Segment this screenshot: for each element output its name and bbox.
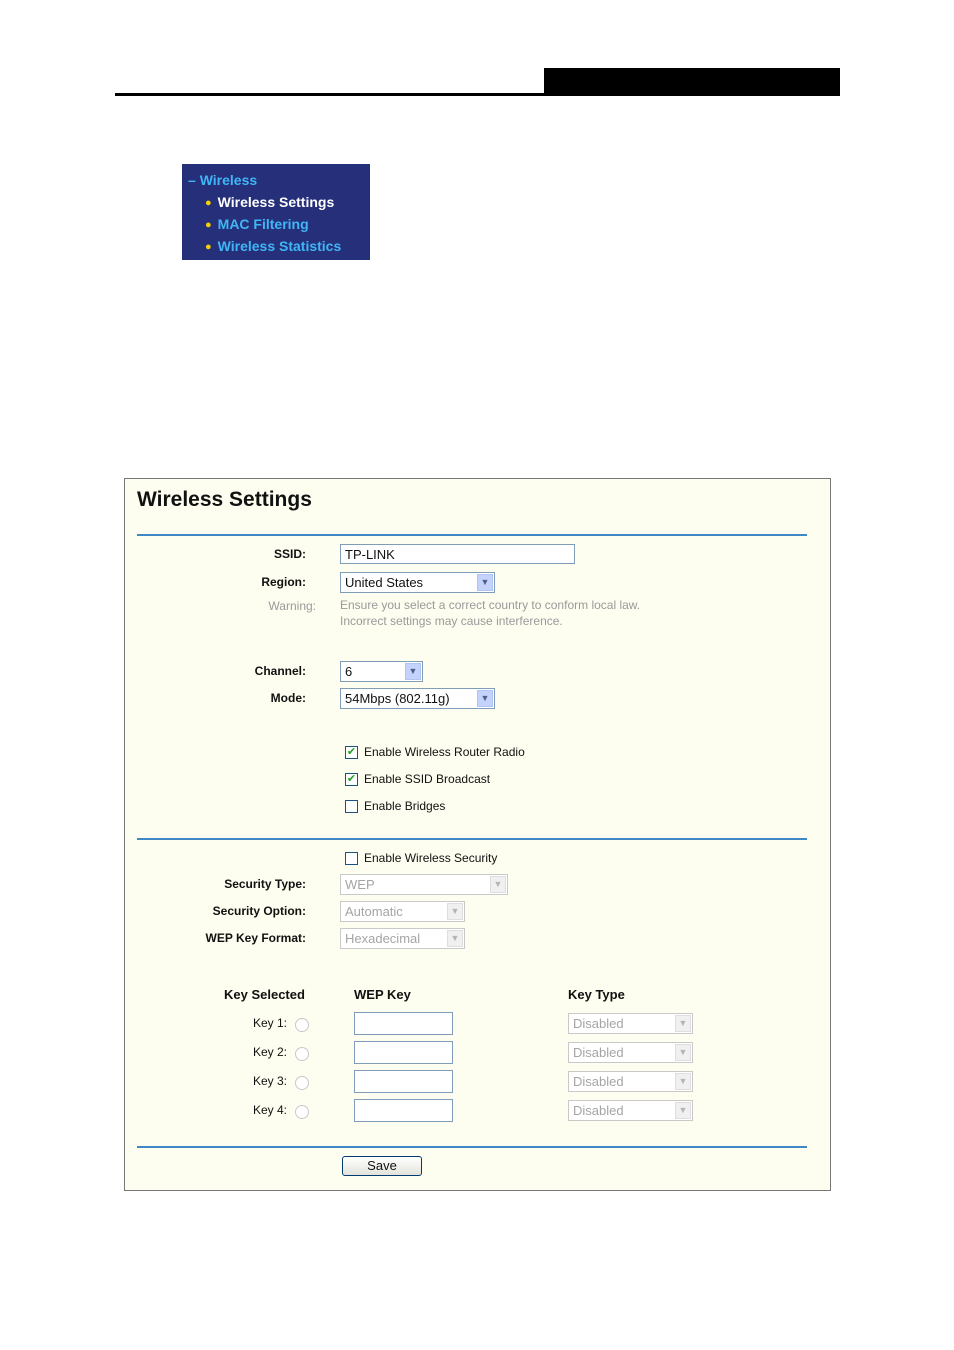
enable-radio-checkbox[interactable]: ✔ [346, 746, 357, 758]
ssid-label: SSID: [273, 547, 306, 561]
enable-bridges-label: Enable Bridges [364, 799, 446, 813]
mode-value: 54Mbps (802.11g) [345, 691, 450, 706]
separator [137, 534, 807, 536]
key-3-type-select[interactable] [568, 1071, 693, 1092]
key-4-label: Key 4: [253, 1103, 288, 1117]
key-4-input[interactable] [354, 1099, 453, 1122]
security-type-label: Security Type: [224, 877, 306, 891]
chevron-down-icon: ▼ [675, 1015, 691, 1032]
security-option-label: Security Option: [212, 904, 306, 918]
ssid-input[interactable] [340, 544, 575, 564]
channel-select[interactable] [340, 661, 423, 682]
warning-text [340, 597, 640, 629]
menu-parent-wireless[interactable] [188, 172, 257, 188]
key-type-header: Key Type [568, 987, 625, 1002]
security-type-select[interactable] [340, 874, 508, 895]
region-select[interactable] [340, 572, 495, 593]
security-option-select[interactable] [340, 901, 465, 922]
security-option-value: Automatic [345, 904, 403, 919]
key-1-input[interactable] [354, 1012, 453, 1035]
key-2-label: Key 2: [253, 1045, 288, 1059]
key-1-type-select[interactable] [568, 1013, 693, 1034]
chevron-down-icon: ▼ [477, 690, 493, 707]
key-selected-header: Key Selected [224, 987, 305, 1002]
separator [137, 838, 807, 840]
chevron-down-icon: ▼ [447, 930, 463, 947]
chevron-down-icon: ▼ [447, 903, 463, 920]
enable-bridges-checkbox[interactable] [345, 800, 358, 813]
warning-line-1: Ensure you select a correct country to conform local law. [340, 598, 641, 612]
chevron-down-icon: ▼ [675, 1102, 691, 1119]
chevron-down-icon: ▼ [675, 1044, 691, 1061]
key-2-radio[interactable] [295, 1047, 309, 1061]
mode-label: Mode: [270, 691, 306, 705]
bullet-icon: ● [205, 241, 212, 253]
channel-label: Channel: [254, 664, 306, 678]
menu-item-wireless-statistics[interactable] [205, 238, 341, 254]
wep-key-format-label: WEP Key Format: [205, 931, 306, 945]
key-4-type-value: Disabled [573, 1103, 624, 1118]
bullet-icon: ● [205, 197, 212, 209]
chevron-down-icon: ▼ [490, 876, 506, 893]
bullet-icon: ● [205, 219, 212, 231]
warning-line-2: Incorrect settings may cause interference. [340, 614, 563, 628]
menu-item-label: MAC Filtering [217, 216, 309, 232]
warning-label: Warning: [268, 599, 316, 613]
menu-item-mac-filtering[interactable] [205, 216, 309, 232]
chevron-down-icon: ▼ [675, 1073, 691, 1090]
region-value: United States [345, 575, 424, 590]
key-4-radio[interactable] [295, 1105, 309, 1119]
header-block [544, 68, 840, 95]
menu-item-label: Wireless Settings [217, 194, 335, 210]
key-3-radio[interactable] [295, 1076, 309, 1090]
chevron-down-icon: ▼ [405, 663, 421, 680]
menu-item-label: Wireless Statistics [217, 238, 342, 254]
page-title: Wireless Settings [137, 488, 312, 511]
enable-ssid-broadcast-label: Enable SSID Broadcast [364, 772, 491, 786]
channel-value: 6 [345, 664, 353, 679]
menu-parent-label: Wireless [199, 172, 258, 188]
key-1-label: Key 1: [253, 1016, 288, 1030]
enable-radio-label: Enable Wireless Router Radio [364, 745, 525, 759]
menu-item-wireless-settings[interactable] [205, 194, 334, 210]
security-type-value: WEP [345, 877, 375, 892]
key-2-type-select[interactable] [568, 1042, 693, 1063]
chevron-down-icon: ▼ [477, 574, 493, 591]
collapse-icon: – [188, 172, 200, 188]
mode-select[interactable] [340, 688, 495, 709]
key-1-radio[interactable] [295, 1018, 309, 1032]
wireless-settings-panel [124, 478, 831, 1191]
enable-wireless-security-label: Enable Wireless Security [364, 851, 498, 865]
separator [137, 1146, 807, 1148]
enable-wireless-security-checkbox[interactable] [345, 852, 358, 865]
key-3-type-value: Disabled [573, 1074, 624, 1089]
key-3-input[interactable] [354, 1070, 453, 1093]
key-2-type-value: Disabled [573, 1045, 624, 1060]
wep-key-format-select[interactable] [340, 928, 465, 949]
wep-key-header: WEP Key [354, 987, 411, 1002]
save-button[interactable]: Save [342, 1156, 422, 1176]
key-2-input[interactable] [354, 1041, 453, 1064]
wep-key-format-value: Hexadecimal [345, 931, 421, 946]
key-4-type-select[interactable] [568, 1100, 693, 1121]
key-1-type-value: Disabled [573, 1016, 624, 1031]
enable-ssid-broadcast-checkbox[interactable]: ✔ [346, 773, 357, 785]
region-label: Region: [261, 575, 306, 589]
key-3-label: Key 3: [253, 1074, 288, 1088]
wireless-menu [182, 164, 370, 260]
